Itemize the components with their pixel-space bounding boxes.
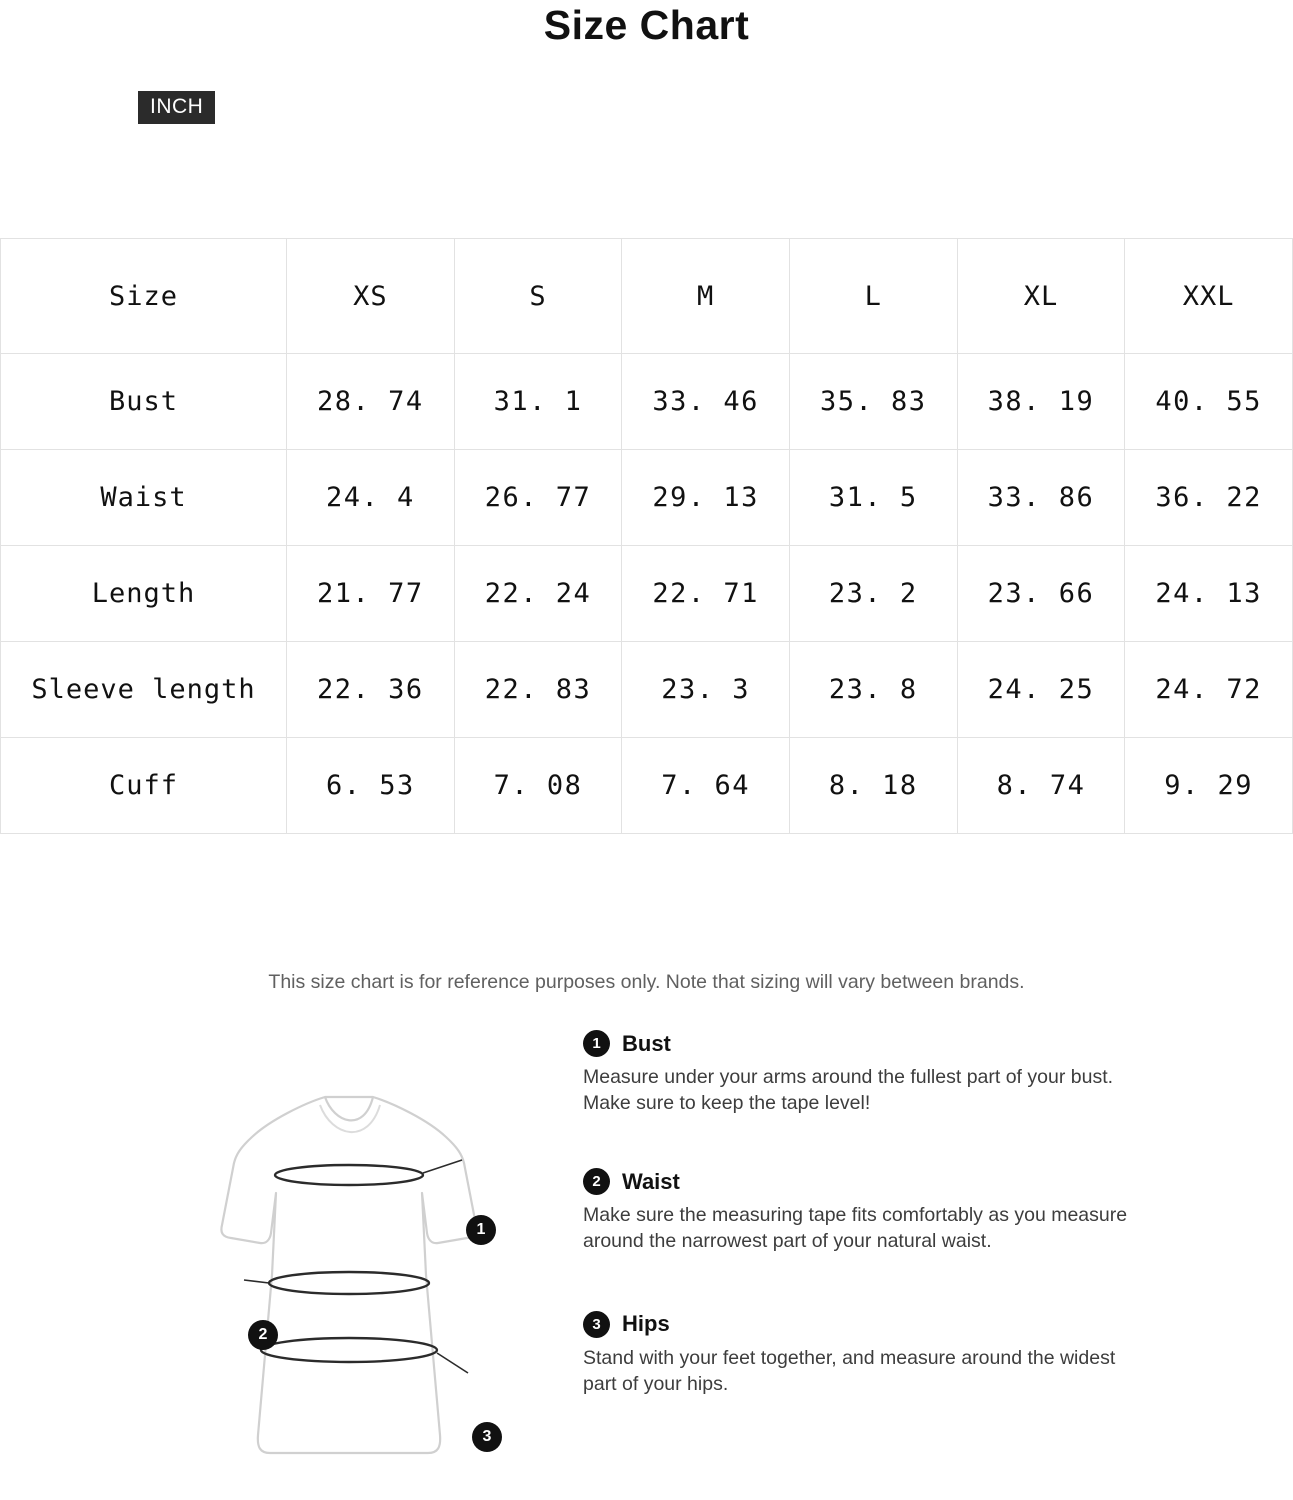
- table-row: [1, 642, 1293, 738]
- measurement-description-waist: Make sure the measuring tape fits comfortably as you measure around the narrowest part of your natural waist.: [583, 1204, 1128, 1253]
- cell-bust-s: 31. 1: [454, 354, 622, 450]
- cell-length-xs: 21. 77: [287, 546, 455, 642]
- table-row: [1, 546, 1293, 642]
- measurement-guide: [0, 1020, 1293, 1500]
- measurement-heading-hips: [583, 1311, 1143, 1338]
- cell-sleeve-m: 23. 3: [622, 642, 790, 738]
- number-badge-1-icon: 1: [583, 1030, 610, 1057]
- cell-length-m: 22. 71: [622, 546, 790, 642]
- measurement-heading-bust: [583, 1030, 1143, 1057]
- figure-callout-1: 1: [466, 1215, 496, 1245]
- cell-waist-s: 26. 77: [454, 450, 622, 546]
- cell-sleeve-xs: 22. 36: [287, 642, 455, 738]
- cell-waist-xxl: 36. 22: [1125, 450, 1293, 546]
- cell-length-xl: 23. 66: [957, 546, 1125, 642]
- cell-waist-xl: 33. 86: [957, 450, 1125, 546]
- measurement-title-bust: Bust: [622, 1030, 671, 1056]
- header-size: Size: [1, 239, 287, 354]
- figure-callout-3: 3: [472, 1422, 502, 1452]
- table-header-row: [1, 239, 1293, 354]
- measurement-description-hips: Stand with your feet together, and measure around the widest part of your hips.: [583, 1346, 1116, 1395]
- measurement-title-waist: Waist: [622, 1168, 680, 1194]
- cell-sleeve-l: 23. 8: [789, 642, 957, 738]
- cell-bust-xxl: 40. 55: [1125, 354, 1293, 450]
- cell-cuff-l: 8. 18: [789, 738, 957, 834]
- row-label-bust: Bust: [1, 354, 287, 450]
- size-chart-table: [0, 238, 1293, 834]
- unit-badge: INCH: [138, 91, 215, 124]
- cell-sleeve-xxl: 24. 72: [1125, 642, 1293, 738]
- cell-length-l: 23. 2: [789, 546, 957, 642]
- measurement-item-hips: [583, 1311, 1143, 1397]
- cell-cuff-xl: 8. 74: [957, 738, 1125, 834]
- cell-bust-xs: 28. 74: [287, 354, 455, 450]
- cell-length-xxl: 24. 13: [1125, 546, 1293, 642]
- cell-bust-m: 33. 46: [622, 354, 790, 450]
- header-xl: XL: [957, 239, 1125, 354]
- table-row: [1, 354, 1293, 450]
- page-title: Size Chart: [543, 2, 750, 48]
- table-row: [1, 450, 1293, 546]
- header-m: M: [622, 239, 790, 354]
- cell-cuff-m: 7. 64: [622, 738, 790, 834]
- measurement-heading-waist: [583, 1168, 1143, 1195]
- number-badge-3-icon: 3: [583, 1311, 610, 1338]
- cell-sleeve-xl: 24. 25: [957, 642, 1125, 738]
- measurement-title-hips: Hips: [622, 1311, 670, 1337]
- cell-cuff-xxl: 9. 29: [1125, 738, 1293, 834]
- header-xxl: XXL: [1125, 239, 1293, 354]
- figure-callout-2: 2: [248, 1320, 278, 1350]
- header-xs: XS: [287, 239, 455, 354]
- cell-waist-xs: 24. 4: [287, 450, 455, 546]
- number-badge-2-icon: 2: [583, 1168, 610, 1195]
- cell-bust-xl: 38. 19: [957, 354, 1125, 450]
- cell-bust-l: 35. 83: [789, 354, 957, 450]
- measurement-description-bust: Measure under your arms around the fullest part of your bust. Make sure to keep the tape level!: [583, 1066, 1114, 1114]
- header-s: S: [454, 239, 622, 354]
- cell-cuff-xs: 6. 53: [287, 738, 455, 834]
- tshirt-diagram: [210, 1075, 540, 1475]
- row-label-length: Length: [1, 546, 287, 642]
- cell-length-s: 22. 24: [454, 546, 622, 642]
- row-label-sleeve-length: Sleeve length: [1, 642, 287, 738]
- measurement-item-bust: [583, 1030, 1143, 1116]
- table-row: [1, 738, 1293, 834]
- measurement-descriptions: [583, 1030, 1143, 1419]
- cell-cuff-s: 7. 08: [454, 738, 622, 834]
- row-label-cuff: Cuff: [1, 738, 287, 834]
- disclaimer-text: This size chart is for reference purposes only. Note that sizing will vary between brands.: [268, 971, 1025, 993]
- cell-sleeve-s: 22. 83: [454, 642, 622, 738]
- header-l: L: [789, 239, 957, 354]
- measurement-item-waist: [583, 1168, 1143, 1254]
- row-label-waist: Waist: [1, 450, 287, 546]
- cell-waist-m: 29. 13: [622, 450, 790, 546]
- cell-waist-l: 31. 5: [789, 450, 957, 546]
